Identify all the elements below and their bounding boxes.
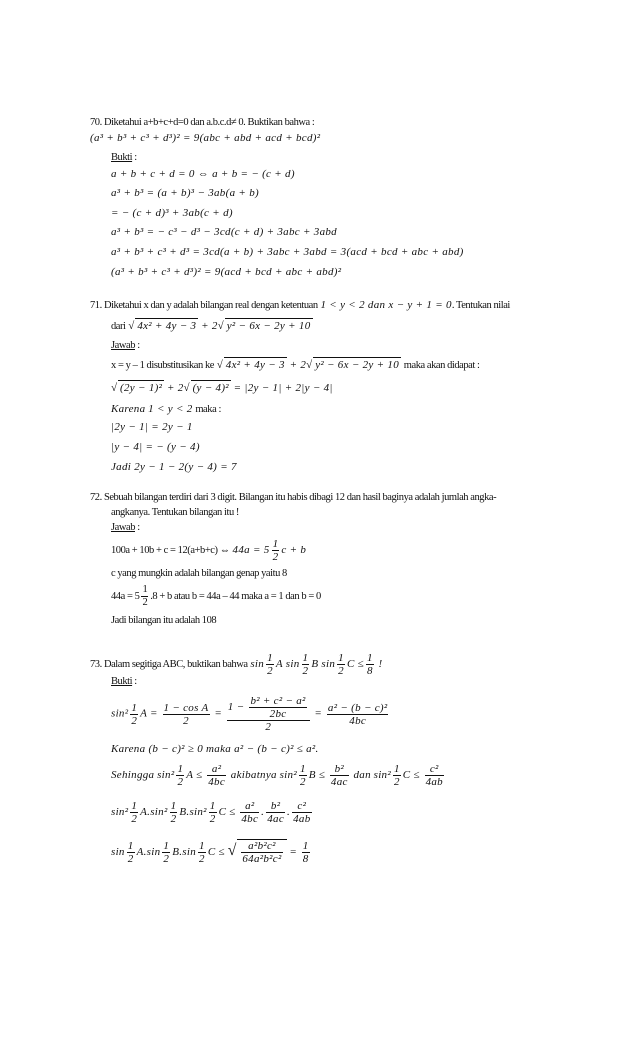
frac-num: 1 — [267, 652, 273, 664]
p71-expression — [111, 318, 313, 334]
frac-num: c² — [425, 763, 444, 776]
frac-den: 2 — [170, 813, 177, 825]
frac-num: 1 — [127, 840, 134, 852]
sqrt-icon: √ — [183, 382, 190, 394]
p73-bukti-row — [111, 675, 137, 689]
p73-claim-C: C ≤ — [346, 658, 364, 671]
p72-jawab-row — [111, 521, 140, 535]
p73-s-frac-a — [207, 763, 226, 788]
sqrt-icon: √ — [227, 842, 237, 860]
sqrt-icon: √ — [128, 320, 135, 332]
p72-equation-1 — [111, 538, 306, 563]
p73-p-dot-2: . — [287, 806, 291, 819]
frac-den: 2 — [177, 776, 184, 788]
frac-num: a² — [240, 800, 259, 813]
frac-den: 2 — [199, 853, 205, 865]
p73-l1-frac-3 — [327, 702, 389, 727]
p73-l1-frac-1 — [163, 702, 210, 727]
p73-akibatnya: akibatnya — [230, 769, 277, 782]
p73-claim-half-c — [337, 652, 345, 677]
p73-q-C: C ≤ — [207, 846, 225, 859]
p72-eq2-frac-num: 1 — [142, 584, 148, 595]
p73-l1-frac-2 — [227, 695, 310, 733]
frac-den: 2 — [302, 665, 309, 677]
p71-statement — [90, 298, 510, 313]
p73-l1-frac-2-num — [227, 695, 310, 721]
frac-den: 2 — [209, 813, 216, 825]
p72-jawab-label: Jawab — [111, 522, 135, 533]
frac-num: 1 — [302, 652, 309, 664]
p73-s-A: A ≤ — [186, 769, 203, 782]
frac-num: a² — [207, 763, 226, 776]
p73-s-half-c — [393, 763, 401, 788]
p71-jadi: Jadi 2y − 1 − 2(y − 4) = 7 — [111, 461, 237, 473]
p71-statement-suffix: . Tentukan nilai — [451, 300, 510, 311]
p73-q-eq: = — [289, 846, 298, 859]
p73-p-B: B.sin² — [179, 806, 207, 819]
p73-product — [111, 839, 312, 865]
frac-num: a²b²c² — [241, 840, 282, 853]
p73-p-frac-c — [292, 800, 311, 825]
p73-q-sin: sin — [111, 846, 125, 859]
p72-eq1-left: 100a + 10b + c = 12(a+b+c) ⇔ — [111, 545, 230, 557]
p73-sehingga-word: Sehingga — [111, 769, 155, 782]
p71-sub-radicand-1: 4x² + 4y − 3 — [225, 359, 285, 371]
frac-den: 2 — [338, 665, 344, 677]
frac-num: 1 — [131, 800, 138, 812]
frac-num: 1 — [209, 800, 216, 812]
sqrt-icon: √ — [217, 320, 224, 332]
frac-num: 1 — [338, 652, 344, 664]
p73-bukti-label: Bukti — [111, 676, 133, 687]
p73-dan: dan — [353, 769, 371, 782]
p70-bukti-label: Bukti — [111, 152, 133, 163]
p73-claim-A: A sin — [275, 658, 300, 671]
p73-p-half-b — [170, 800, 178, 825]
p72-eq2-frac-den: 2 — [142, 597, 148, 608]
p72-eq1-mid: 44a = 5 — [232, 544, 270, 557]
p72-eq1-right: c + b — [281, 544, 307, 557]
frac-num: 1 — [131, 701, 138, 714]
p72-eq1-frac-num: 1 — [272, 538, 279, 550]
p73-q-B: B.sin — [172, 846, 196, 859]
frac-num: b² + c² − a² — [250, 695, 306, 707]
p71-rad-b: (y − 4)² — [192, 382, 229, 394]
frac-num: c² — [292, 800, 311, 813]
p73-q-half-b — [162, 840, 170, 865]
p73-karena: Karena (b − c)² ≥ 0 maka a² − (b − c)² ≤ a². — [111, 743, 319, 755]
p73-product-sq — [111, 800, 314, 825]
p73-p-A: A.sin² — [140, 806, 168, 819]
p73-l1-sin2: sin² — [111, 707, 129, 720]
p71-jawab-colon: : — [137, 340, 140, 351]
frac-den: 2 — [393, 776, 400, 788]
frac-num: 1 — [177, 763, 184, 775]
p73-l1-eq-1: = — [214, 707, 223, 720]
p73-claim-eighth — [366, 652, 374, 677]
frac-den: 64a²b²c² — [242, 853, 282, 865]
p72-eq2-left: 44a = 5 — [111, 591, 140, 603]
p72-eq1-fraction — [272, 538, 280, 563]
p73-s-half-a — [176, 763, 184, 788]
p73-p-half-c — [209, 800, 217, 825]
frac-num: 1 — [302, 840, 309, 852]
p71-plus-two-b: + 2 — [166, 382, 184, 394]
p71-eq-rest: = |2y − 1| + 2|y − 4| — [233, 382, 333, 394]
p73-p-dot-1: . — [261, 806, 265, 819]
p72-statement-2: angkanya. Tentukan bilangan itu ! — [111, 507, 239, 518]
p71-abs-1: |2y − 1| = 2y − 1 — [111, 421, 193, 433]
p73-s-sin2-b: sin² — [279, 769, 297, 782]
frac-den: 2 — [127, 853, 134, 865]
p70-statement: 70. Diketahui a+b+c+d=0 dan a.b.c.d≠ 0. Buktikan bahwa : — [90, 117, 315, 128]
p73-s-frac-b — [330, 763, 349, 788]
p73-l1-half — [130, 702, 138, 727]
p73-claim-half-a — [266, 652, 274, 677]
p73-claim-sin: sin — [250, 658, 265, 671]
p73-l1-inner-pre: 1 − — [227, 701, 245, 714]
frac-num: 1 — [170, 800, 177, 812]
p71-jawab-label: Jawab — [111, 340, 135, 351]
frac-num: 1 − cos A — [163, 701, 209, 714]
p73-p-frac-a — [240, 800, 259, 825]
p70-bukti-colon: : — [134, 152, 137, 163]
frac-num: 1 — [199, 840, 205, 852]
p72-equation-2 — [111, 584, 321, 609]
p70-step-2: a³ + b³ = (a + b)³ − 3ab(a + b) — [111, 187, 259, 199]
p71-simplified — [111, 380, 333, 395]
p73-sehingga — [111, 763, 446, 788]
p71-dari: dari — [111, 321, 126, 332]
p73-s-frac-c — [425, 763, 444, 788]
frac-den: 2 — [265, 721, 272, 733]
sqrt-icon: √ — [216, 359, 223, 371]
frac-den: 4bc — [241, 813, 259, 825]
p71-karena-maka: maka : — [195, 404, 221, 415]
p70-claim: (a³ + b³ + c³ + d³)² = 9(abc + abd + acd + bcd)² — [90, 132, 321, 144]
p73-claim-B: B sin — [311, 658, 336, 671]
frac-den: 4ac — [267, 813, 285, 825]
p70-step-6: (a³ + b³ + c³ + d³)² = 9(acd + bcd + abc + abd)² — [111, 266, 342, 278]
p73-l1-inner-frac — [249, 695, 306, 720]
p71-karena — [111, 402, 221, 417]
p73-q-half-a — [127, 840, 135, 865]
p71-statement-prefix: 71. Diketahui x dan y adalah bilangan real dengan ketentuan — [90, 300, 318, 311]
sqrt-icon: √ — [111, 382, 118, 394]
p73-statement — [90, 652, 383, 677]
p72-statement-1: 72. Sebuah bilangan terdiri dari 3 digit. Bilangan itu habis dibagi 12 dan hasil baginya adalah jumlah angka- — [90, 492, 497, 503]
p71-maka-didapat: maka akan didapat : — [403, 360, 480, 371]
frac-num: 1 — [163, 840, 170, 852]
p73-p-frac-b — [266, 800, 285, 825]
frac-den: 2 — [131, 813, 138, 825]
frac-num: 1 — [366, 652, 373, 664]
p71-rad-a: (2y − 1)² — [120, 382, 163, 394]
frac-den: 2 — [299, 776, 306, 788]
p71-radicand-1: 4x² + 4y − 3 — [137, 320, 197, 332]
frac-den: 2 — [267, 665, 273, 677]
p72-line-c: c yang mungkin adalah bilangan genap yaitu 8 — [111, 568, 287, 579]
frac-den: 2 — [163, 853, 170, 865]
p73-p-C: C ≤ — [218, 806, 236, 819]
p71-sub-radicand-2: y² − 6x − 2y + 10 — [315, 359, 400, 371]
p73-q-rad-frac — [241, 840, 282, 865]
frac-den: 4ab — [293, 813, 311, 825]
frac-den: 2 — [183, 714, 189, 727]
p73-q-end-frac — [302, 840, 310, 865]
frac-den: 4bc — [208, 776, 226, 788]
frac-den: 4bc — [349, 714, 367, 727]
p71-jawab-row — [111, 339, 140, 353]
p73-s-sin2-c: sin² — [373, 769, 391, 782]
frac-num: a² − (b − c)² — [327, 701, 388, 714]
frac-den: 8 — [302, 853, 309, 865]
p73-bukti-colon: : — [134, 676, 137, 687]
p73-claim-half-b — [302, 652, 310, 677]
p73-s-C: C ≤ — [402, 769, 420, 782]
p72-jadi: Jadi bilangan itu adalah 108 — [111, 615, 217, 626]
p73-s-B: B ≤ — [308, 769, 326, 782]
p71-radicand-2: y² − 6x − 2y + 10 — [226, 320, 311, 332]
p73-statement-text: 73. Dalam segitiga ABC, buktikan bahwa — [90, 659, 248, 671]
p73-l1-A: A = — [140, 707, 158, 720]
frac-num: 1 — [299, 763, 306, 775]
p71-plus-two: + 2 — [201, 320, 218, 332]
p73-q-radical — [237, 839, 286, 865]
frac-num: b² — [330, 763, 349, 776]
p73-q-A: A.sin — [136, 846, 161, 859]
p72-eq2-fraction — [141, 584, 148, 609]
p71-karena-word: Karena — [111, 403, 146, 415]
p71-sub-plus-two: + 2 — [289, 359, 307, 371]
p72-jawab-colon: : — [137, 522, 140, 533]
p70-step-1: a + b + c + d = 0 ⇔ a + b = − (c + d) — [111, 168, 295, 180]
p71-substitution — [111, 357, 479, 373]
p70-step-5: a³ + b³ + c³ + d³ = 3cd(a + b) + 3abc + 3abd = 3(acd + bcd + abc + abd) — [111, 246, 464, 258]
sqrt-icon: √ — [306, 359, 313, 371]
p73-s-half-b — [299, 763, 307, 788]
p70-step-4: a³ + b³ = − c³ − d³ − 3cd(c + d) + 3abc + 3abd — [111, 226, 337, 238]
p72-eq2-right: .8 + b atau b = 44a – 44 maka a = 1 dan b = 0 — [150, 591, 321, 603]
p71-sub-text: x = y – 1 disubstitusikan ke — [111, 360, 214, 371]
p73-p-half-a — [130, 800, 138, 825]
p72-eq1-frac-den: 2 — [272, 551, 279, 563]
p73-p-sin2: sin² — [111, 806, 129, 819]
frac-den: 4ab — [425, 776, 443, 788]
p70-step-3: = − (c + d)³ + 3ab(c + d) — [111, 207, 233, 219]
frac-den: 2 — [131, 714, 138, 727]
p70-bukti-row — [111, 151, 137, 165]
p71-abs-2: |y − 4| = − (y − 4) — [111, 441, 200, 453]
p73-s-sin2-a: sin² — [157, 769, 175, 782]
p71-condition: 1 < y < 2 dan x − y + 1 = 0 — [320, 299, 452, 311]
frac-den: 2bc — [269, 708, 287, 720]
frac-den: 4ac — [330, 776, 348, 788]
p73-claim-end: ! — [378, 658, 383, 671]
p73-l1-eq-2: = — [314, 707, 323, 720]
frac-num: b² — [266, 800, 285, 813]
frac-den: 8 — [366, 665, 373, 677]
frac-num: 1 — [393, 763, 400, 775]
p73-q-half-c — [198, 840, 206, 865]
p73-line-1 — [111, 695, 390, 733]
p71-karena-cond: 1 < y < 2 — [148, 403, 193, 415]
